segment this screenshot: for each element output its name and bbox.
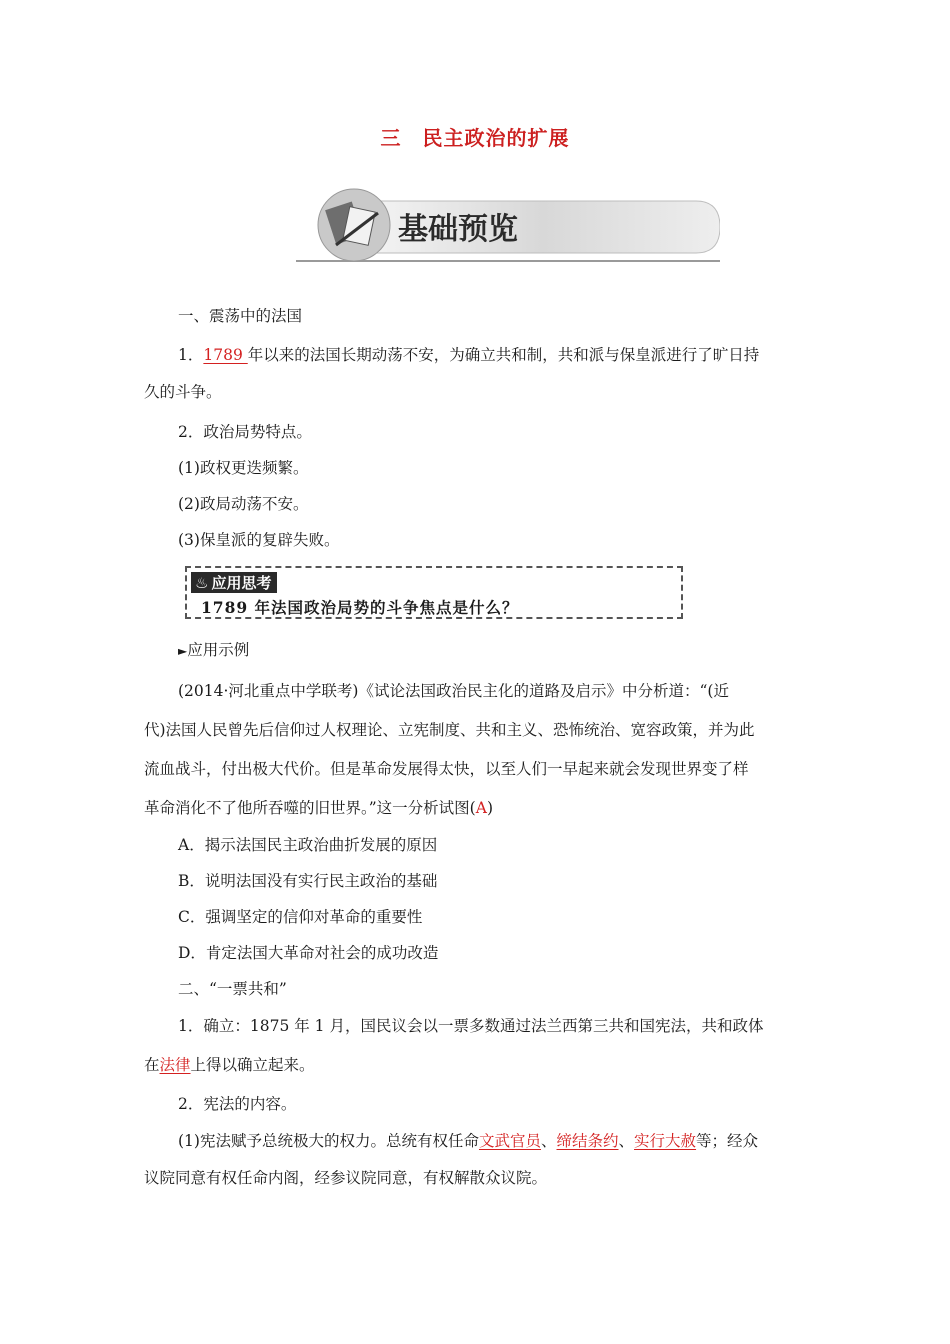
books-icon [318,189,390,261]
section2-heading: 二、“一票共和” [178,980,287,998]
section2-point2: 2．宪法的内容。 [178,1095,297,1113]
section2-point1: 1．确立：1875 年 1 月，国民议会以一票多数通过法兰西第三共和国宪法，共和政体 [178,1017,764,1035]
question-line: 代)法国人民曾先后信仰过人权理论、立宪制度、共和主义、恐怖统治、宽容政策，并为此 [144,721,755,739]
answer-blank: 实行大赦 [634,1132,697,1150]
think-tag: ♨ 应用思考 [191,572,277,593]
question-line: 流血战斗，付出极大代价。但是革命发展得太快，以至人们一早起来就会发现世界变了样 [144,760,749,778]
section2-point2-item1-cont: 议院同意有权任命内阁，经参议院同意，有权解散众议院。 [144,1169,548,1187]
section1-heading: 一、震荡中的法国 [178,307,303,325]
option-a: A．揭示法国民主政治曲折发展的原因 [178,836,438,854]
answer-blank: 文武官员 [478,1132,541,1150]
section1-point1-cont: 久的斗争。 [144,383,222,401]
section2-point2-item1: (1)宪法赋予总统极大的权力。总统有权任命文武官员、缔结条约、实行大赦等；经众 [178,1132,759,1150]
answer-letter: A [475,799,487,817]
page-title: 三 民主政治的扩展 [380,126,570,150]
answer-blank: 1789 [203,346,248,364]
option-b: B．说明法国没有实行民主政治的基础 [178,872,438,890]
list-item: (3)保皇派的复辟失败。 [178,531,340,549]
example-heading: ►应用示例 [178,641,250,659]
answer-blank: 法律 [159,1056,191,1074]
answer-blank: 缔结条约 [556,1132,619,1150]
think-box [185,566,683,619]
option-d: D．肯定法国大革命对社会的成功改造 [178,944,439,962]
list-item: (2)政局动荡不安。 [178,495,309,513]
question-line: (2014·河北重点中学联考)《试论法国政治民主化的道路及启示》中分析道：“(近 [178,682,729,700]
think-question: 1789 年法国政治局势的斗争焦点是什么？ [201,598,519,617]
section1-point1: 1．1789 年以来的法国长期动荡不安，为确立共和制，共和派与保皇派进行了旷日持 [178,346,760,364]
triangle-icon: ► [178,644,188,658]
question-line: 革命消化不了他所吞噬的旧世界。”这一分析试图(A) [144,799,493,817]
section2-point1-cont: 在法律上得以确立起来。 [144,1056,315,1074]
list-item: (1)政权更迭频繁。 [178,459,309,477]
section1-point2: 2．政治局势特点。 [178,423,312,441]
banner-label: 基础预览 [398,212,518,247]
section-banner [296,183,720,265]
option-c: C．强调坚定的信仰对革命的重要性 [178,908,423,926]
steam-icon: ♨ [195,573,209,592]
